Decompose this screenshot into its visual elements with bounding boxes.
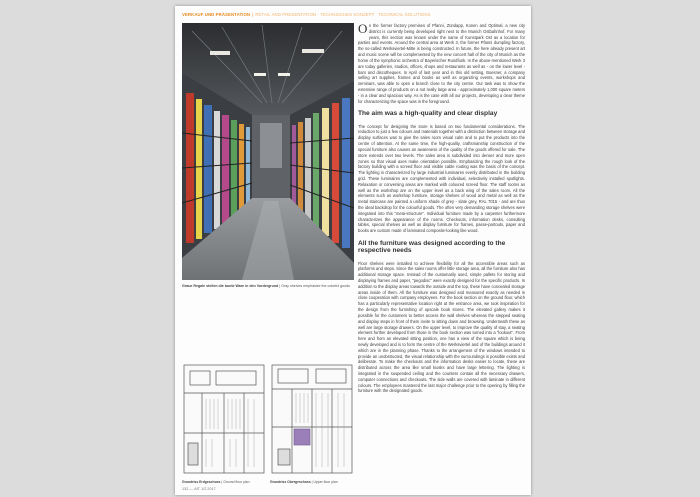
photo-caption-en: Gray shelves emphasize the colorful goods <box>281 284 350 288</box>
store-interior-photo <box>182 23 354 280</box>
journal-issue: AIT 1/2.2017 <box>194 487 216 491</box>
floor-plans <box>182 363 354 477</box>
section-heading-2: All the furniture was designed according to the respective needs <box>358 240 506 255</box>
photo-caption <box>182 284 354 288</box>
ground-plan-caption <box>182 480 249 484</box>
ground-plan-caption-separator: | <box>221 480 223 484</box>
intro-paragraph <box>358 23 525 104</box>
header-title-de: VERKAUF UND PRÄSENTATION <box>182 12 251 17</box>
page-header <box>182 12 527 17</box>
photo-caption-de: Graue Regale stellen die bunte Ware in den Vordergrund <box>182 284 279 288</box>
upper-plan-caption-en: Upper floor plan <box>313 480 338 484</box>
body-paragraph-1: The concept for designing the store is based on two fundamental considerations. The reduction to just a few colours and materials together with a distinction between storage and display surfaces was to give the sales room visual calm and to put the products into the centre of attention. At the same time, the high-quality, craftsmanship construction of the special furniture also causes an awareness of the quality of the goods offered for sale. The store extends over two levels. The sales area is subdivided into denser and more open zones so that visual axes make orientation possible. Emphasizing the rough look of the factory building with a screed floor and visible cable routing was the basis of the concept. The lighting is characterized by large industrial luminaires evenly distributed in the building grid. These luminaires are complemented with individual, selectively installed spotlights. Relaxation or conversing areas are marked with coloured screed floor. The staff rooms as well as the workshop are on the upper level as a back wing of the sales room. All the elements such as workshop furniture, storage shelves of wood and metal as well as the metal staircase are painted a uniform shade of grey - slate grey, RAL 7015 - and are thus the ideal backdrop for the colourful goods. The often very demanding storage shelves were integrated into this "meta-structure". Individual furniture made by a carpenter furthermore characterizes the appearance of the rooms. Checkouts, information desks, consulting tables, special shelves as well as display furniture for frames, passe-partouts, paper and books are custom made of laminated composite-looking like wood. <box>358 123 525 234</box>
page-number: 132 <box>182 487 189 491</box>
upper-floor-plan <box>272 365 352 473</box>
intro-text: n the former factory premises of Pfanni, Zündapp, Konen and Optimal, a new city district is currently being developed right next to the Munich Ostbahnhof. For many years, this section was known under the name of Kunstpark Ost as a location for parties and events. Around the central area at Werk 3, the former Pfanni dumpling factory, the so-called Werksviertel-Mitte is being constructed. In future, the here already present art and music scene will be complemented by the new concert hall of the city of Munich as the home of the symphonic orchestra of Bayerischer Rundfunk. In the above-mentioned Werk 3 are today galleries, studios, offices, shops and restaurants as well as - on the lower level - bars and discotheques. In April of last year and in this old setting, Boesner, a company selling art supplies, frames and books as well as organizing events, workshops and seminars, was able to open a branch close to the city centre. Our task was to show the extensive range of products on a not really large area - approximately 1,000 square meters - in a clear and spacious way. As is the case with all our projects, developing a clear theme for characterizing the space was in the foreground. <box>358 23 525 104</box>
header-title-en: RETAIL AND PRESENTATION · TECHNISCHES KONZEPT · TECHNICAL SOLUTIONS <box>255 12 431 17</box>
footer-separator: — <box>189 487 194 491</box>
floor-plan-drawings <box>182 363 354 477</box>
ground-floor-plan <box>184 365 264 473</box>
article-text <box>358 23 525 398</box>
drop-cap: O <box>358 21 368 36</box>
body-paragraph-2: Floor shelves were installed to achieve flexibility for all the accessible areas such as platforms and steps. Since the sales rooms offer little storage area, all the furniture also has additional storage space. Instead of the customarily used, simple pallets for storing and displaying frames and paper, "pegodisc" were exactly designed for the specific products. In addition to the display areas towards the outside and the top, these have concealed storage areas inside of them. All the furniture was designed and measured exactly as needed in close cooperation with company employees. For the book section on the ground floor, which has a particularly representative location right at the entrance area, we took inspiration for the design from the furnishing of upscale book stores. The elevated gallery makes it possible for the customers to better access the wall shelves whereas the stepped seating and display steps in front of them invite to sitting down and browsing. Underneath these as well are large storage drawers. On the upper level, to improve the quality of stay, a seating element further developed from those in the book section was turned into a "lookout". From here and from an elevated sitting position, one has a view of the square which is being newly developed and is to form the centre of the Werksviertel and of the buildings around it which are in the planning phase. Thanks to the arrangement of the windows intended to provide an unobstructed, the visual relationship with the surroundings is possible exists and deliberate. To make the checkouts and the information desks easier to locate, these are distributed across the area like small kiosks and have large lettering. The lighting is integrated in the suspended ceiling and the counters contain all the necessary drawers, computer connections and checkouts. The side walls are covered with laminate in different colours. The employees mastered the last major challenge prior to the opening by filling the furniture with the designated goods. <box>358 260 525 394</box>
section-heading-1: The aim was a high-quality and clear display <box>358 110 498 118</box>
header-separator: | <box>252 12 254 17</box>
upper-plan-caption-de: Grundriss Obergeschoss <box>270 480 311 484</box>
upper-plan-caption <box>270 480 338 484</box>
magazine-page <box>175 6 531 495</box>
ground-plan-caption-en: Ground floor plan <box>223 480 250 484</box>
photo-caption-separator: | <box>279 284 281 288</box>
page-footer <box>182 487 216 491</box>
store-aisle-illustration <box>182 23 354 280</box>
ground-plan-caption-de: Grundriss Erdgeschoss <box>182 480 221 484</box>
upper-plan-caption-separator: | <box>311 480 313 484</box>
